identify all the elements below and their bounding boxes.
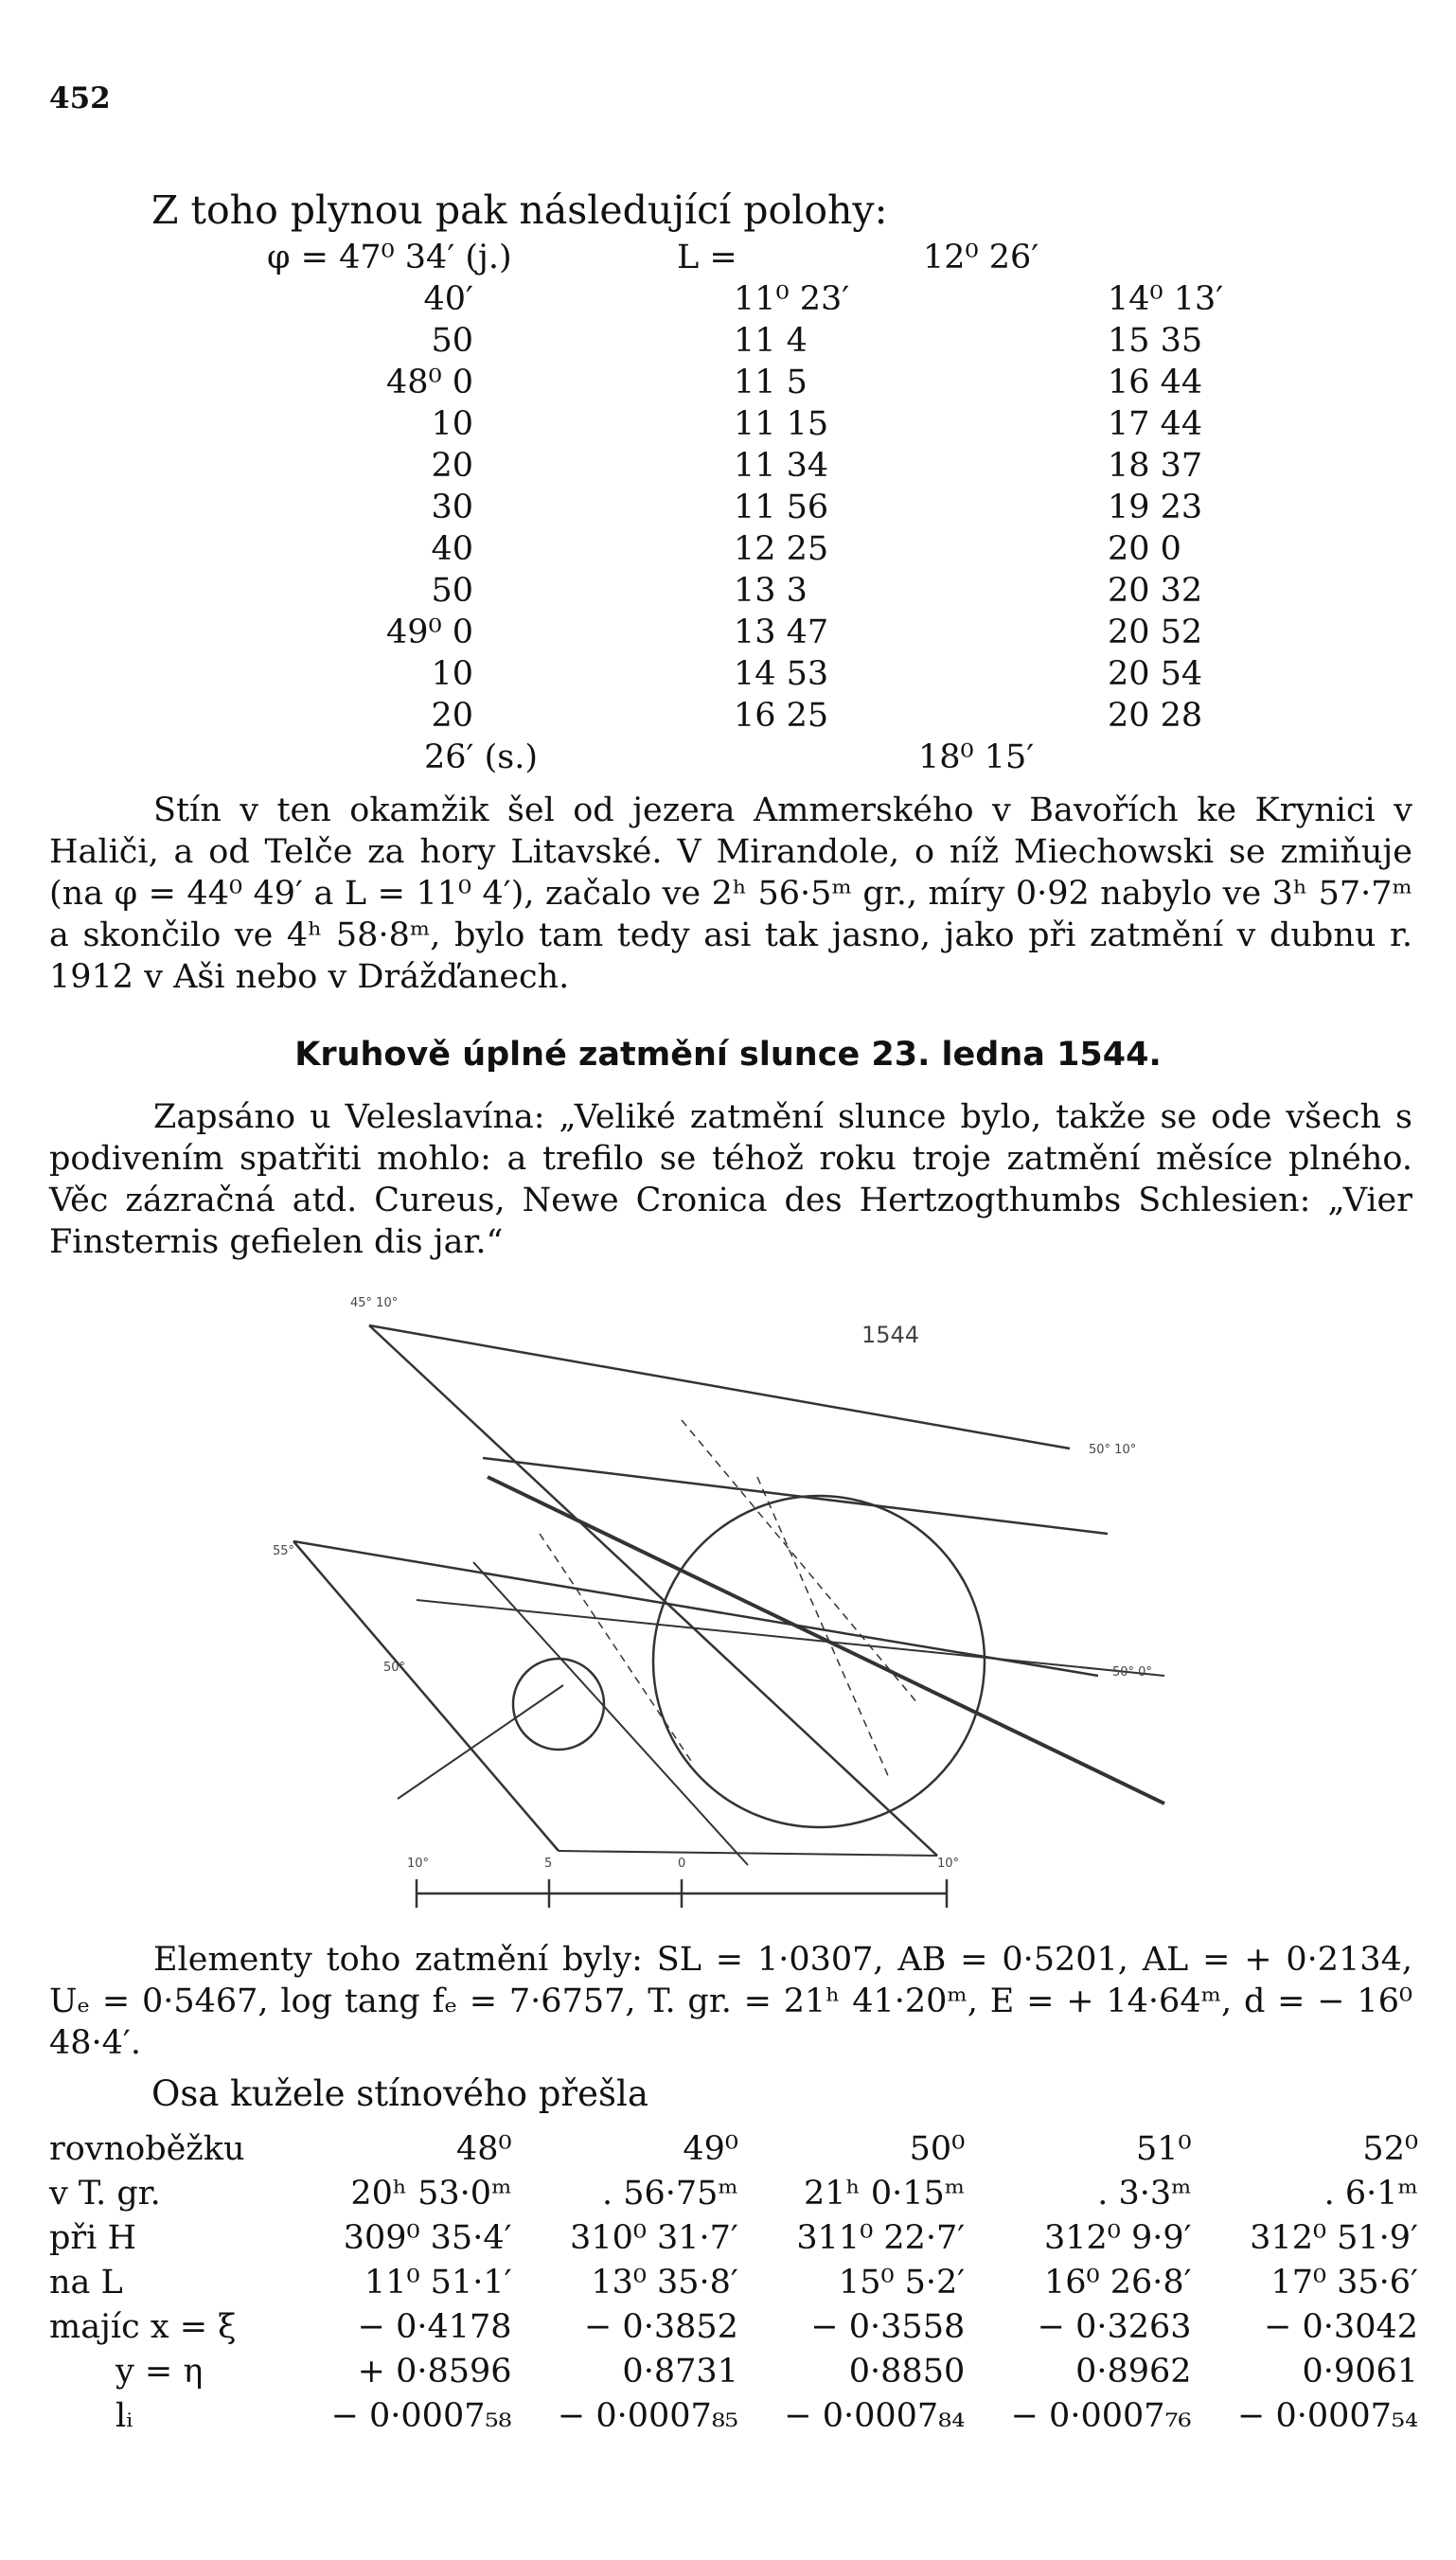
row-L1: 11 56 [734,489,829,526]
cell: 312⁰ 9·9′ [1044,2218,1192,2257]
cell: − 0·3263 [1037,2307,1192,2346]
cell: − 0·0007₇₆ [1010,2396,1192,2435]
elements-table [49,2126,1422,2438]
cell: − 0·4178 [357,2307,512,2346]
figure-year-label: 1544 [861,1322,920,1348]
cell: 20ʰ 53·0ᵐ [350,2174,512,2213]
scale-label: 10° [407,1857,430,1871]
row-L1: 13 47 [734,613,829,651]
paragraph-elements [49,1939,1412,2064]
table-row [49,2349,1422,2393]
osa-line: Osa kužele stínového přešla [151,2073,648,2114]
cell: 0·8962 [1075,2352,1192,2391]
row-phi: 10 [431,405,473,443]
path-line [559,1851,937,1856]
cell: 48⁰ [455,2129,512,2168]
scale-label: 5 [544,1857,553,1871]
table-row [49,2171,1422,2215]
page-number: 452 [49,81,111,116]
table-row [49,2393,1422,2438]
row-L1: 11 4 [734,322,808,360]
cell: . 56·75ᵐ [601,2174,738,2213]
row-phi: 48⁰ 0 [386,364,473,401]
cell: . 3·3ᵐ [1097,2174,1192,2213]
cell: 15⁰ 5·2′ [838,2263,966,2302]
positions-intro: Z toho plynou pak následující polohy: [151,187,888,233]
row-L1: 11 34 [734,447,829,485]
cell: − 0·3042 [1264,2307,1418,2346]
row-L2: 20 54 [1108,655,1203,693]
row-phi: 20 [431,447,473,485]
cell: + 0·8596 [357,2352,512,2391]
row-L2: 20 28 [1108,697,1203,735]
row-phi: 20 [431,697,473,735]
cell: 16⁰ 26·8′ [1044,2263,1192,2302]
cell: − 0·3558 [810,2307,966,2346]
row-phi: 50 [431,572,473,610]
row-label: na L [49,2263,123,2302]
path-line [417,1600,1164,1676]
cell: − 0·3852 [583,2307,738,2346]
paragraph-shadow-path [49,790,1412,998]
scale-label: 10° [937,1857,960,1871]
figure-label: 45° 10° [350,1296,399,1310]
row-L1: 11 5 [734,364,808,401]
cell: 11⁰ 51·1′ [364,2263,512,2302]
figure-label: 55° [273,1544,295,1558]
cell: 49⁰ [683,2129,738,2168]
cell: 51⁰ [1136,2129,1192,2168]
row-L2: 20 32 [1108,572,1203,610]
cell: 52⁰ [1362,2129,1418,2168]
cell: 21ʰ 0·15ᵐ [804,2174,966,2213]
row-phi: 40′ [423,280,473,318]
paragraph-text: Stín v ten okamžik šel od jezera Ammerského v Bavořích ke Krynici v Haliči, a od Telče za hory Litavské. V Mirandole, o níž Miechowski se zmiňuje (na φ = 44⁰ 49′ a L = 11⁰ 4′), začalo ve 2ʰ 56·5ᵐ gr., míry 0·92 nabylo ve 3ʰ 57·7ᵐ a skončilo ve 4ʰ 58·8ᵐ, bylo tam tedy asi tak jasno, jako při zatmění v dubnu r. 1912 v Aši nebo v Drážďanech. [49,791,1412,996]
cell: 50⁰ [909,2129,966,2168]
row-L2: 18 37 [1108,447,1203,485]
paragraph-text: Elementy toho zatmění byly: SL = 1·0307, AB = 0·5201, AL = + 0·2134, Uₑ = 0·5467, log tang fₑ = 7·6757, T. gr. = 21ʰ 41·20ᵐ, E = + 14·64ᵐ, d = − 16⁰ 48·4′. [49,1941,1412,2062]
row-phi: 10 [431,655,473,693]
cell: − 0·0007₈₅ [557,2396,738,2435]
moon-disk-circle [513,1659,604,1750]
cell: 0·8731 [622,2352,738,2391]
row-L2: 19 23 [1108,489,1203,526]
path-line [398,1685,563,1799]
row-label: lᵢ [115,2396,133,2435]
row-L1: 16 25 [734,697,829,735]
row-label: při H [49,2218,136,2257]
section-heading: Kruhově úplné zatmění slunce 23. ledna 1544. [294,1036,1162,1074]
cell: 310⁰ 31·7′ [570,2218,738,2257]
row-label: rovnoběžku [49,2129,245,2168]
cell: 13⁰ 35·8′ [591,2263,738,2302]
row-phi: 49⁰ 0 [386,613,473,651]
row-L2: 20 52 [1108,613,1203,651]
eclipse-diagram [256,1288,1183,1912]
cell: . 6·1ᵐ [1323,2174,1418,2213]
shadow-axis-line [488,1477,1164,1804]
figure-label: 50° 0° [1112,1665,1152,1680]
table-row [49,2304,1422,2349]
cell: 0·9061 [1302,2352,1418,2391]
phi-header: φ = 47⁰ 34′ (j.) [267,239,512,276]
cell: 17⁰ 35·6′ [1270,2263,1418,2302]
cell: 311⁰ 22·7′ [796,2218,966,2257]
row-L1: 12 25 [734,530,829,568]
row-L1: 13 3 [734,572,808,610]
cell: − 0·0007₅₈ [330,2396,512,2435]
row-phi: 50 [431,322,473,360]
row-L2: 20 0 [1108,530,1181,568]
cell: 0·8850 [848,2352,966,2391]
path-line [369,1325,1070,1449]
last-phi: 26′ (s.) [424,738,539,776]
table-row [49,2215,1422,2260]
cell: − 0·0007₈₄ [784,2396,966,2435]
path-line [293,1541,559,1851]
cell: 309⁰ 35·4′ [343,2218,512,2257]
table-row [49,2260,1422,2304]
dashed-line [757,1477,890,1780]
cell: − 0·0007₅₄ [1237,2396,1418,2435]
row-L2: 17 44 [1108,405,1203,443]
paragraph-veleslavin [49,1096,1412,1263]
row-L2: 16 44 [1108,364,1203,401]
row-L2: 14⁰ 13′ [1108,280,1224,318]
row-label: y = η [115,2352,204,2391]
dashed-line [540,1534,691,1761]
row-L2: 15 35 [1108,322,1203,360]
row-L1: 14 53 [734,655,829,693]
sun-disk-circle [653,1496,985,1827]
scale-label: 0 [678,1857,686,1871]
row-L1: 11⁰ 23′ [734,280,850,318]
row-phi: 30 [431,489,473,526]
row-label: majíc x = ξ [49,2307,237,2346]
cell: 312⁰ 51·9′ [1250,2218,1418,2257]
last-L: 18⁰ 15′ [918,738,1035,776]
path-line [483,1458,1108,1534]
first-L2: 12⁰ 26′ [923,239,1039,276]
path-line [293,1541,1098,1676]
L-header: L = [677,239,737,276]
row-phi: 40 [431,530,473,568]
table-row [49,2126,1422,2171]
path-line [369,1325,937,1856]
row-L1: 11 15 [734,405,829,443]
dashed-line [682,1420,918,1704]
figure-label: 50° [383,1661,406,1675]
figure-label: 50° 10° [1089,1443,1137,1457]
paragraph-text: Zapsáno u Veleslavína: „Veliké zatmění slunce bylo, takže se ode všech s podivením spatřiti mohlo: a trefilo se téhož roku troje zatmění měsíce plného. Věc zázračná atd. Cureus, Newe Cronica des Hertzogthumbs Schlesien: „Vier Finsternis gefielen dis jar.“ [49,1098,1412,1261]
row-label: v T. gr. [49,2174,161,2213]
